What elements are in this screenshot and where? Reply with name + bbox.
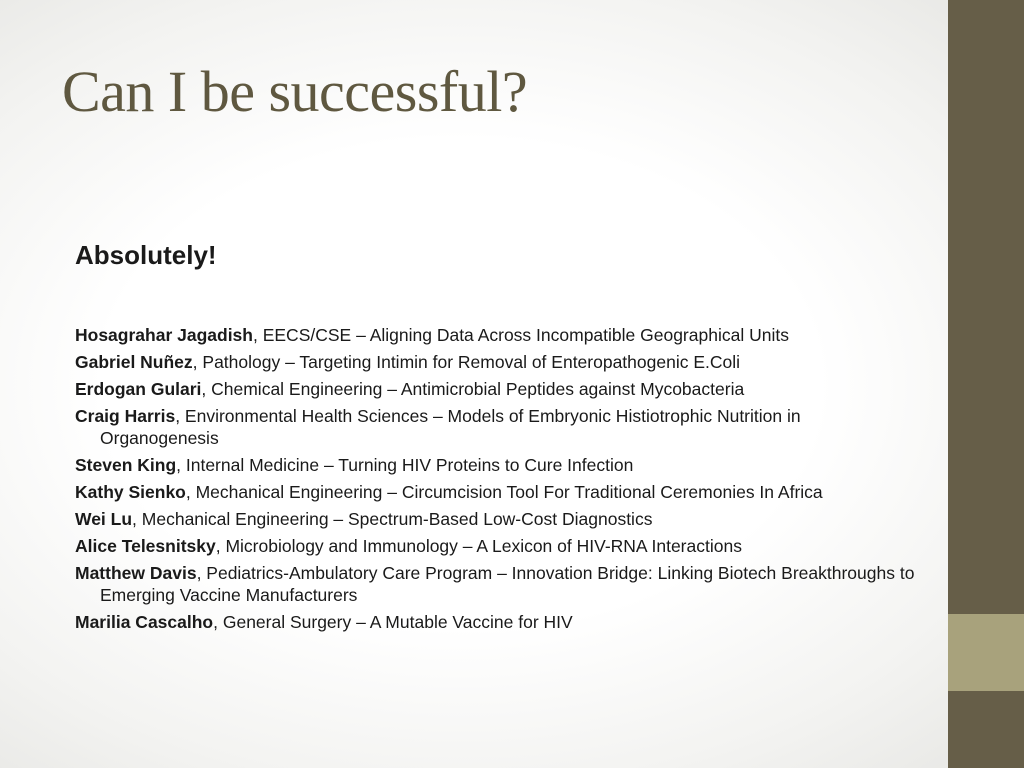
list-item — [75, 562, 920, 606]
list-item — [75, 611, 920, 633]
person-name: Alice Telesnitsky — [75, 536, 216, 556]
list-item — [75, 405, 920, 449]
list-item — [75, 351, 920, 373]
person-name: Erdogan Gulari — [75, 379, 202, 399]
list-item — [75, 481, 920, 503]
list-item — [75, 454, 920, 476]
list-item — [75, 508, 920, 530]
person-name: Hosagrahar Jagadish — [75, 325, 253, 345]
project-detail: , Environmental Health Sciences – Models of Embryonic Histiotrophic Nutrition in Organogenesis — [100, 406, 801, 448]
project-detail: , Pathology – Targeting Intimin for Removal of Enteropathogenic E.Coli — [192, 352, 741, 372]
project-detail: , Mechanical Engineering – Spectrum-Based Low-Cost Diagnostics — [132, 509, 653, 529]
person-name: Marilia Cascalho — [75, 612, 214, 632]
sidebar-accent-block — [948, 614, 1024, 691]
project-detail: , Internal Medicine – Turning HIV Proteins to Cure Infection — [176, 455, 634, 475]
project-detail: , Microbiology and Immunology – A Lexicon of HIV-RNA Interactions — [215, 536, 742, 556]
person-name: Wei Lu — [75, 509, 133, 529]
project-detail: , EECS/CSE – Aligning Data Across Incompatible Geographical Units — [252, 325, 789, 345]
project-detail: , Chemical Engineering – Antimicrobial Peptides against Mycobacteria — [201, 379, 745, 399]
project-detail: , Pediatrics-Ambulatory Care Program – Innovation Bridge: Linking Biotech Breakthroughs to Emerging Vaccine Manufacturers — [100, 563, 915, 605]
person-name: Kathy Sienko — [75, 482, 186, 502]
project-detail: , General Surgery – A Mutable Vaccine for HIV — [213, 612, 573, 632]
decorative-sidebar — [948, 0, 1024, 768]
list-item — [75, 378, 920, 400]
project-list — [75, 324, 920, 638]
slide-subtitle: Absolutely! — [75, 240, 217, 270]
list-item — [75, 535, 920, 557]
list-item — [75, 324, 920, 346]
person-name: Craig Harris — [75, 406, 176, 426]
slide-title: Can I be successful? — [62, 59, 528, 124]
person-name: Matthew Davis — [75, 563, 197, 583]
person-name: Steven King — [75, 455, 177, 475]
person-name: Gabriel Nuñez — [75, 352, 193, 372]
project-detail: , Mechanical Engineering – Circumcision Tool For Traditional Ceremonies In Africa — [185, 482, 823, 502]
